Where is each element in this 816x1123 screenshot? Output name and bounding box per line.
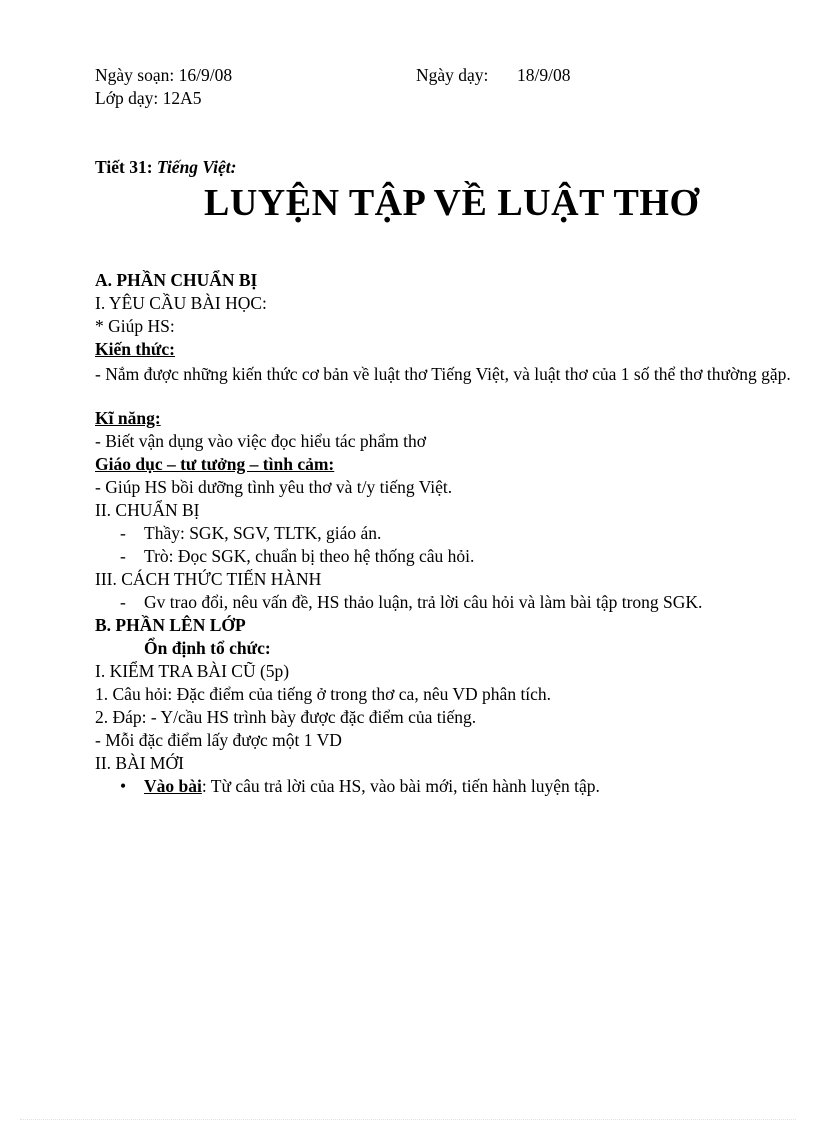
lop-day: Lớp dạy: 12A5 [95,88,202,108]
subject-label: Tiếng Việt: [156,157,237,177]
kiem-tra-heading: I. KIỂM TRA BÀI CŨ (5p) [95,661,290,681]
vao-bai-label: Vào bài [144,776,202,796]
ngay-soan: Ngày soạn: 16/9/08 [95,65,233,85]
ki-nang-heading: Kĩ năng: [95,408,161,428]
giao-duc-heading: Giáo dục – tư tưởng – tình cảm: [95,454,335,474]
tiet-label: Tiết 31: [95,157,153,177]
list-item-bullet: - [120,592,126,612]
giao-duc-text: - Giúp HS bồi dưỡng tình yêu thơ và t/y tiếng Việt. [95,477,453,497]
section-b-heading: B. PHẦN LÊN LỚP [95,615,246,635]
bai-moi-heading: II. BÀI MỚI [95,753,184,773]
yeu-cau-heading: I. YÊU CẦU BÀI HỌC: [95,293,267,313]
kien-thuc-heading: Kiến thức: [95,339,176,359]
section-a-heading: A. PHẦN CHUẨN BỊ [95,270,258,290]
list-item: Trò: Đọc SGK, chuẩn bị theo hệ thống câu hỏi. [144,546,475,566]
list-item-bullet: - [120,546,126,566]
page-bottom-divider [20,1119,796,1120]
vao-bai-line [144,778,600,796]
ngay-day-value: 18/9/08 [517,65,571,85]
list-item: Gv trao đổi, nêu vấn đề, HS thảo luận, trả lời câu hỏi và làm bài tập trong SGK. [144,592,703,612]
list-item-bullet: - [120,523,126,543]
on-dinh-heading: Ổn định tổ chức: [144,638,271,658]
kien-thuc-text: - Nắm được những kiến thức cơ bản về luật thơ Tiếng Việt, và luật thơ của 1 số thể thơ thường gặp. [95,364,791,384]
list-item: Thầy: SGK, SGV, TLTK, giáo án. [144,523,382,543]
ngay-day-label: Ngày dạy: [416,65,489,85]
bullet-dot: • [120,776,127,796]
moi-dac-diem: - Mỗi đặc điểm lấy được một 1 VD [95,730,342,750]
giup-hs: * Giúp HS: [95,316,175,336]
page-title: LUYỆN TẬP VỀ LUẬT THƠ [204,182,700,224]
chuan-bi-heading: II. CHUẨN BỊ [95,500,200,520]
cau-hoi: 1. Câu hỏi: Đặc điểm của tiếng ở trong thơ ca, nêu VD phân tích. [95,684,552,704]
cach-thuc-heading: III. CÁCH THỨC TIẾN HÀNH [95,569,322,589]
lesson-number [95,159,236,177]
vao-bai-text: : Từ câu trả lời của HS, vào bài mới, tiến hành luyện tập. [201,776,600,796]
ki-nang-text: - Biết vận dụng vào việc đọc hiểu tác phẩm thơ [95,431,426,451]
dap-an: 2. Đáp: - Y/cầu HS trình bày được đặc điểm của tiếng. [95,707,477,727]
